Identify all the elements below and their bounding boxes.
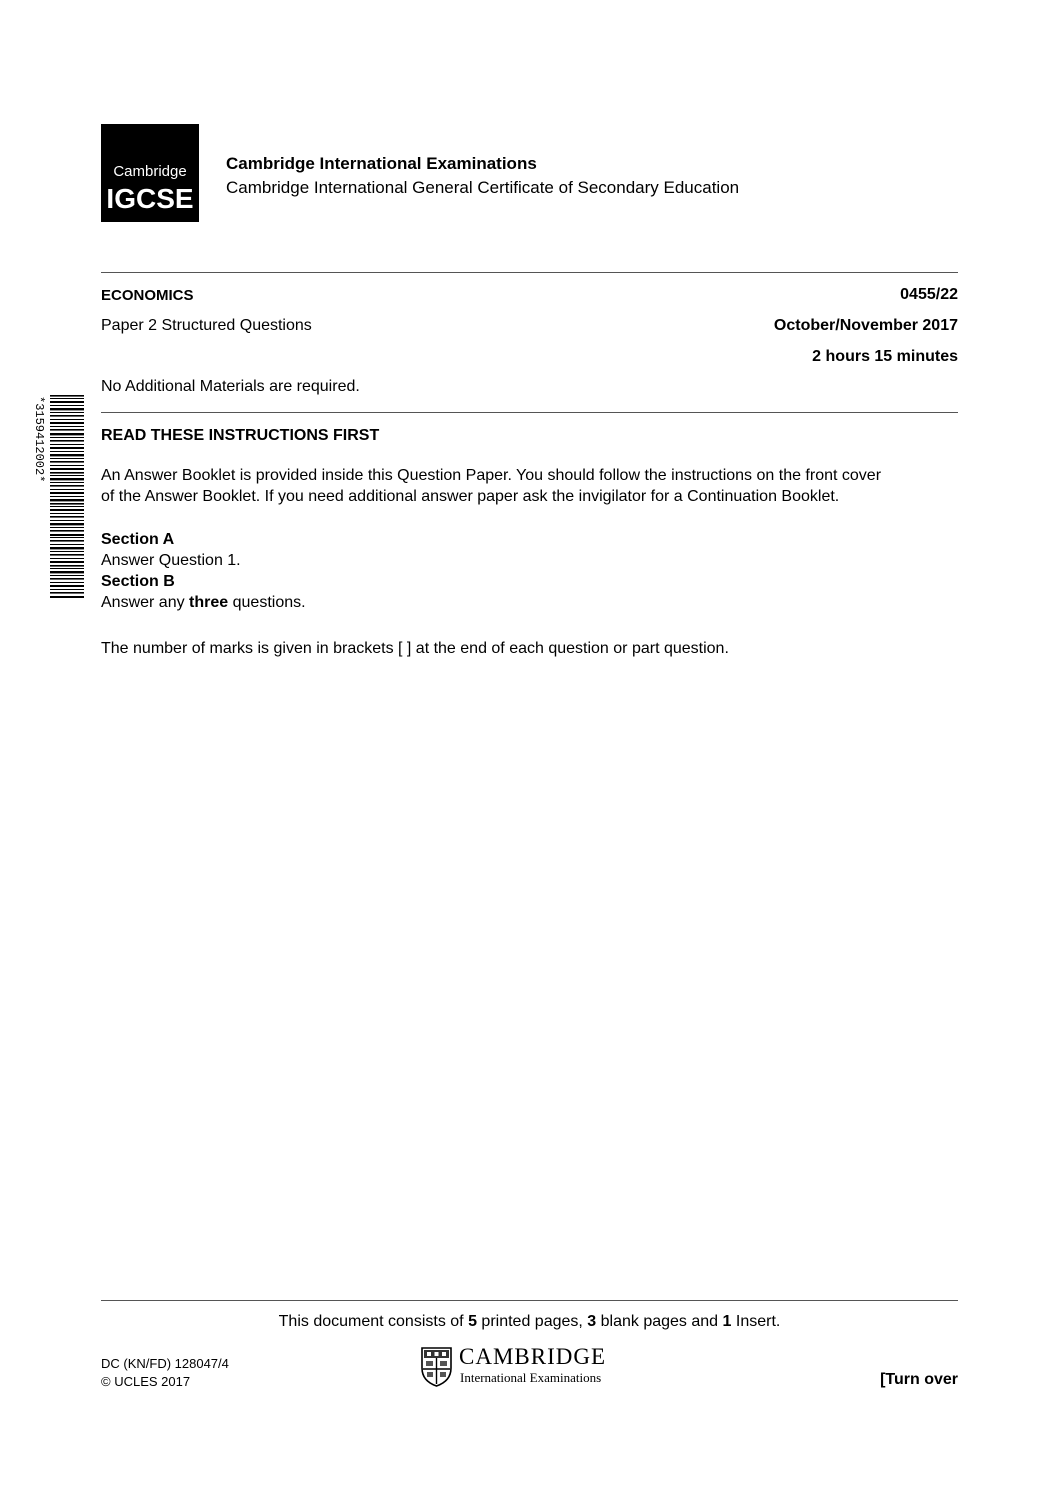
printed-pages-label: printed pages, [481, 1313, 583, 1330]
answer-booklet-instructions [101, 465, 961, 507]
instructions-heading: READ THESE INSTRUCTIONS FIRST [101, 427, 380, 444]
section-b-emphasis: three [189, 594, 229, 611]
section-b-prefix: Answer any [101, 594, 185, 611]
section-b-suffix: questions. [232, 594, 306, 611]
section-b-text [101, 592, 961, 613]
header-divider [101, 272, 958, 273]
paper-title: Paper 2 Structured Questions [101, 317, 312, 334]
section-a-text: Answer Question 1. [101, 552, 241, 569]
cambridge-crest-icon [420, 1346, 453, 1387]
exam-session: October/November 2017 [773, 317, 958, 334]
marks-note: The number of marks is given in brackets [ ] at the end of each question or part question. [101, 640, 729, 657]
logo-line-cambridge: Cambridge [113, 163, 187, 180]
cambridge-igcse-logo [101, 124, 199, 222]
page-count-note [101, 1313, 958, 1331]
materials-note: No Additional Materials are required. [101, 378, 360, 395]
doc-prefix: This document consists of [278, 1313, 464, 1330]
document-reference: DC (KN/FD) 128047/4 [101, 1356, 229, 1371]
barcode-graphic [34, 395, 86, 600]
blank-pages-label: blank pages and [600, 1313, 719, 1330]
insert-label: Insert. [735, 1313, 781, 1330]
instructions-divider [101, 412, 958, 413]
section-a-heading: Section A [101, 531, 175, 548]
paper-code: 0455/22 [900, 286, 958, 303]
cambridge-wordmark-subtitle: International Examinations [460, 1370, 602, 1385]
booklet-line-1: An Answer Booklet is provided inside this Question Paper. You should follow the instructions on the front cover [101, 467, 882, 484]
insert-count: 1 [722, 1313, 732, 1330]
blank-pages-count: 3 [587, 1313, 597, 1330]
exam-duration: 2 hours 15 minutes [812, 348, 958, 365]
footer-divider [101, 1300, 958, 1301]
copyright-notice: © UCLES 2017 [101, 1374, 191, 1389]
turn-over-label: [Turn over [880, 1371, 958, 1388]
certificate-name: Cambridge International General Certificate of Secondary Education [226, 178, 740, 197]
printed-pages-count: 5 [468, 1313, 477, 1330]
booklet-line-2: of the Answer Booklet. If you need additional answer paper ask the invigilator for a Continuation Booklet. [101, 488, 840, 505]
cambridge-wordmark: CAMBRIDGE [459, 1344, 607, 1369]
logo-line-igcse: IGCSE [106, 183, 194, 214]
organisation-name: Cambridge International Examinations [226, 154, 537, 173]
subject-title: ECONOMICS [101, 287, 194, 304]
section-instructions [101, 529, 961, 613]
candidate-barcode [34, 395, 86, 600]
section-b-heading: Section B [101, 573, 175, 590]
barcode-text: *3159412002* [32, 396, 46, 483]
